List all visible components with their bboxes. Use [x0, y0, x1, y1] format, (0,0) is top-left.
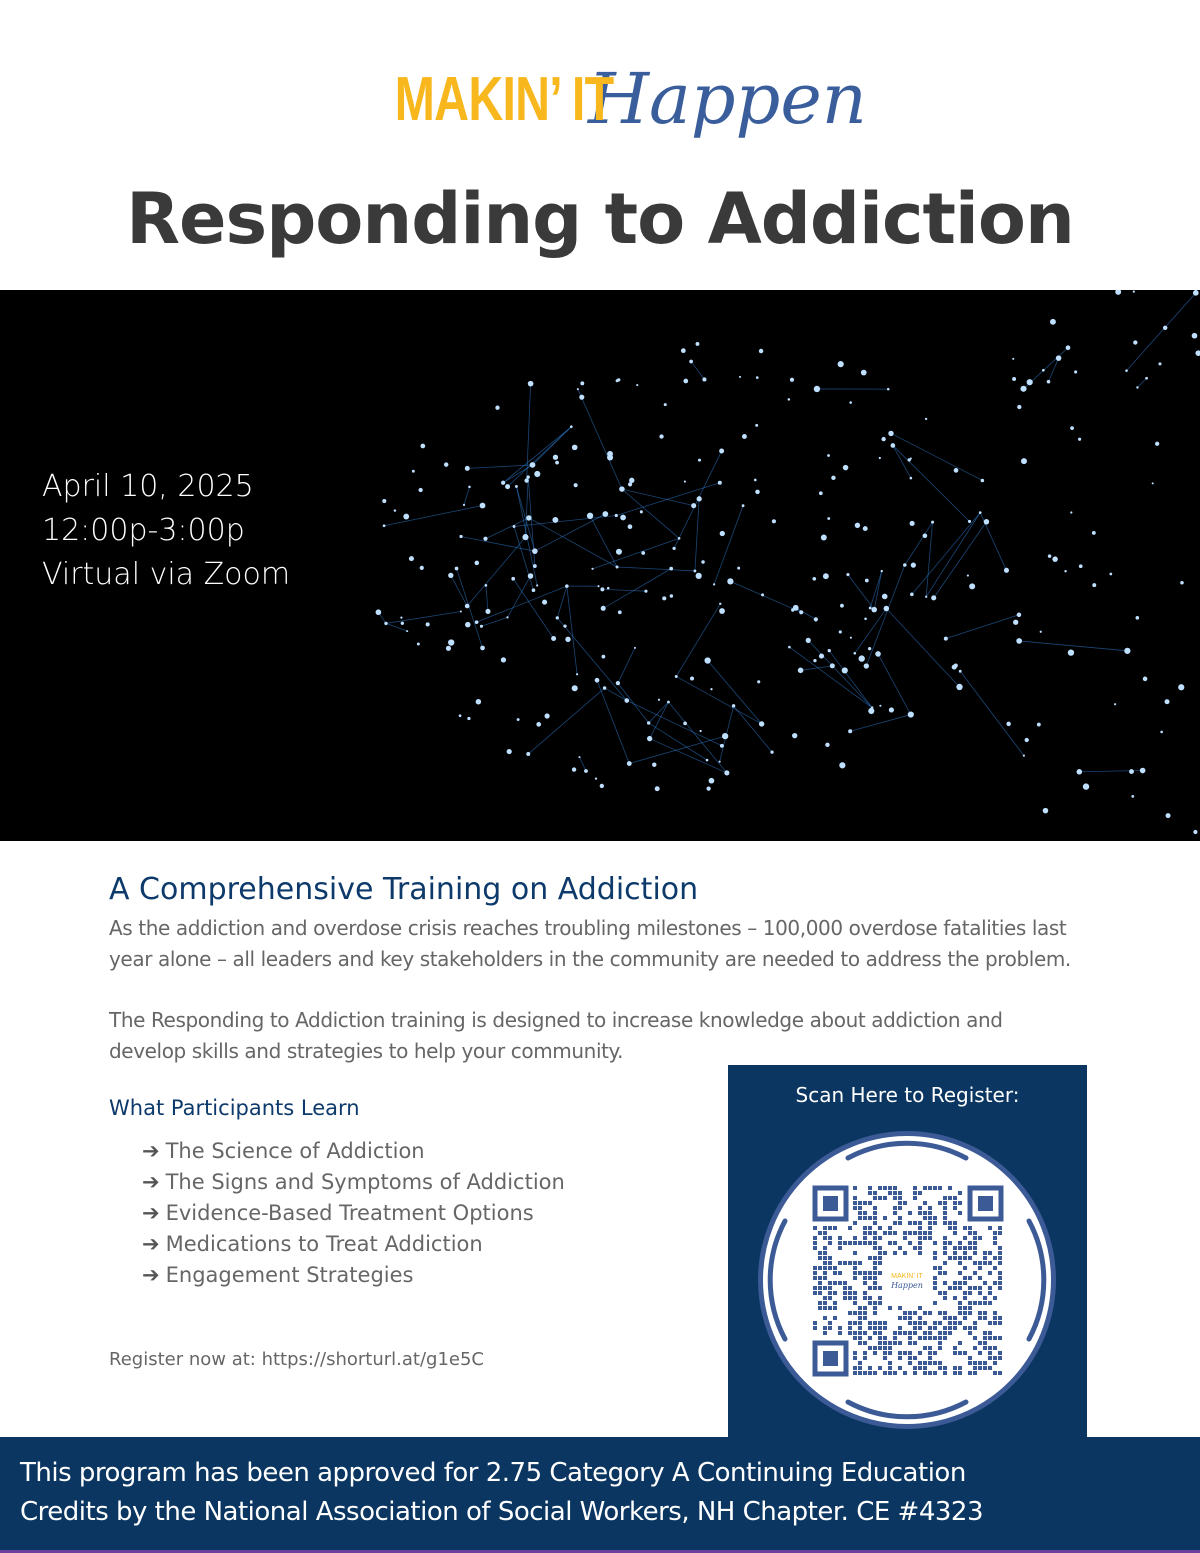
list-item: ➔ Medications to Treat Addiction: [142, 1232, 483, 1256]
event-date: April 10, 2025: [42, 469, 254, 504]
list-item: ➔ The Science of Addiction: [142, 1139, 425, 1163]
arrow-right-icon: ➔: [142, 1232, 160, 1256]
qr-frame: [758, 1131, 1056, 1429]
qr-register-panel: [728, 1065, 1087, 1440]
qr-code[interactable]: [763, 1136, 1051, 1424]
arrow-right-icon: ➔: [142, 1170, 160, 1194]
learn-heading: What Participants Learn: [109, 1096, 360, 1120]
register-link[interactable]: Register now at: https://shorturl.at/g1e5C: [109, 1349, 485, 1370]
logo-happen: Happen: [587, 58, 867, 140]
event-location: Virtual via Zoom: [42, 557, 291, 592]
ce-credit-line1: This program has been approved for 2.75 Category A Continuing Education: [20, 1458, 966, 1488]
event-details: [42, 465, 290, 597]
qr-label: Scan Here to Register:: [795, 1083, 1020, 1107]
list-item: ➔ Evidence-Based Treatment Options: [142, 1201, 534, 1225]
intro-paragraph: As the addiction and overdose crisis reaches troubling milestones – 100,000 overdose fatalities last year alone – all leaders and key stakeholders in the community are needed to address the problem.: [109, 916, 1071, 971]
event-time: 12:00p-3:00p: [42, 513, 245, 548]
hero-banner: [0, 290, 1200, 841]
ce-credit-line2: Credits by the National Association of Social Workers, NH Chapter. CE #4323: [20, 1497, 984, 1527]
arrow-right-icon: ➔: [142, 1263, 160, 1287]
svg-text:Happen: Happen: [891, 1281, 923, 1290]
arrow-right-icon: ➔: [142, 1139, 160, 1163]
learn-list: [142, 1136, 565, 1291]
logo-makin-it: MAKIN’ IT: [394, 64, 614, 134]
section-heading: A Comprehensive Training on Addiction: [109, 872, 699, 907]
description-paragraph: The Responding to Addiction training is designed to increase knowledge about addiction and develop skills and strategies to help your community.: [109, 1008, 1003, 1063]
list-item: ➔ Engagement Strategies: [142, 1263, 414, 1287]
logo: [0, 58, 1200, 153]
footer-banner: [0, 1437, 1200, 1553]
arrow-right-icon: ➔: [142, 1201, 160, 1225]
page-title: Responding to Addiction: [126, 178, 1074, 260]
list-item: ➔ The Signs and Symptoms of Addiction: [142, 1170, 565, 1194]
svg-text:MAKIN’ IT: MAKIN’ IT: [891, 1273, 923, 1280]
